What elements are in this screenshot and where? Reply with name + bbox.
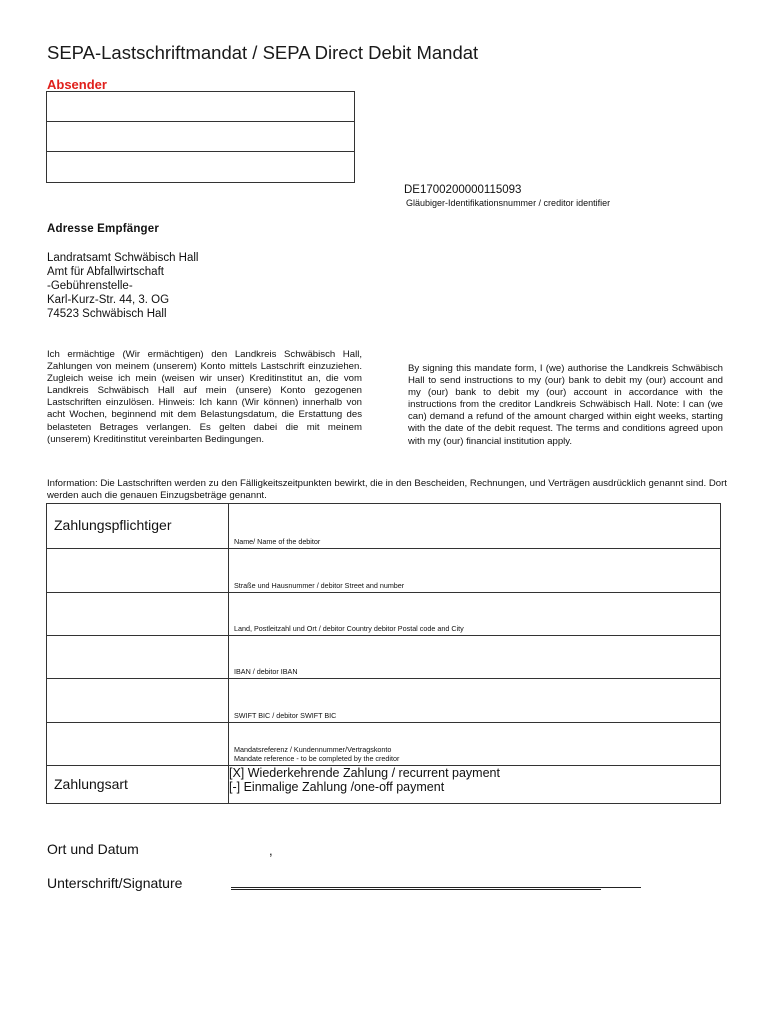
mandate-reference-label: Mandatsreferenz / Kundennummer/Vertragskonto <box>234 745 392 754</box>
debtor-iban-label: IBAN / debitor IBAN <box>234 666 298 676</box>
debtor-blank-cell <box>47 723 229 766</box>
debtor-city-field[interactable] <box>229 593 721 636</box>
mandate-reference-note: Mandate reference - to be completed by the creditor <box>234 753 400 763</box>
recipient-line: Landratsamt Schwäbisch Hall <box>47 252 199 264</box>
sender-line-3[interactable] <box>47 152 354 182</box>
place-date-separator: , <box>269 843 273 858</box>
sender-address-box[interactable] <box>46 91 355 183</box>
payment-type-options <box>229 766 721 804</box>
recipient-line: 74523 Schwäbisch Hall <box>47 308 167 320</box>
recipient-address <box>47 251 199 321</box>
debtor-blank-cell <box>47 549 229 593</box>
signature-line-underscore <box>231 889 601 890</box>
debtor-blank-cell <box>47 593 229 636</box>
payment-option-oneoff[interactable]: [-] Einmalige Zahlung /one-off payment <box>229 780 445 794</box>
signature-line[interactable] <box>231 887 641 888</box>
creditor-id-label: Gläubiger-Identifikationsnummer / creditor identifier <box>406 198 611 208</box>
creditor-id: DE1700200000115093 <box>404 184 522 196</box>
sender-line-1[interactable] <box>47 92 354 122</box>
payment-type-heading: Zahlungsart <box>54 775 128 792</box>
page-title: SEPA-Lastschriftmandat / SEPA Direct Debit Mandat <box>47 42 479 63</box>
debtor-table <box>46 503 721 804</box>
mandate-text-english: By signing this mandate form, I (we) authorise the Landkreis Schwäbisch Hall to send instructions to my (our) bank to debit my (our) account and my (our) bank to debit my (our) account in accordance with the instructions from the creditor Landkreis Schwäbisch Hall. Note: I can (we can) demand a refund of the amount charged within eight weeks, starting with the date of the debit request. The terms and conditions agreed upon with my (our) financial institution apply. <box>408 363 723 447</box>
debtor-heading: Zahlungspflichtiger <box>54 517 172 533</box>
debtor-street-label: Straße und Hausnummer / debitor Street and number <box>234 580 405 590</box>
debtor-blank-cell <box>47 636 229 679</box>
information-text: Information: Die Lastschriften werden zu den Fälligkeitszeitpunkten bewirkt, die in den Bescheiden, Rechnungen, und Verträgen ausdrücklich genannt sind. Dort werden auch die genauen Einzugsbeträge genannt. <box>47 478 727 502</box>
debtor-iban-field[interactable] <box>229 636 721 679</box>
recipient-line: Karl-Kurz-Str. 44, 3. OG <box>47 294 170 306</box>
debtor-swift-label: SWIFT BIC / debitor SWIFT BIC <box>234 710 337 720</box>
recipient-heading: Adresse Empfänger <box>47 223 160 235</box>
debtor-blank-cell <box>47 679 229 723</box>
debtor-heading-cell <box>47 504 229 549</box>
debtor-name-field[interactable] <box>229 504 721 549</box>
sender-label: Absender <box>47 77 107 92</box>
sender-line-2[interactable] <box>47 122 354 152</box>
debtor-city-label: Land, Postleitzahl und Ort / debitor Country debitor Postal code and City <box>234 623 464 633</box>
mandate-text-german: Ich ermächtige (Wir ermächtigen) den Landkreis Schwäbisch Hall, Zahlungen von meinem (unserem) Konto mittels Lastschrift einzuziehen. Zugleich weise ich mein (weisen wir unser) Kreditinstitut an, die vom Landkreis Schwäbisch Hall auf mein (unsere) Konto gezogenen Lastschriften einzulösen. Hinweis: Ich kann (Wir können) innerhalb von acht Wochen, beginnend mit dem Belastungsdatum, die Erstattung des belasteten Betrages verlangen. Es gelten dabei die mit meinem (unserem) Kreditinstitut vereinbarten Bedingungen. <box>47 349 362 445</box>
debtor-name-label: Name/ Name of the debitor <box>234 536 321 546</box>
payment-option-recurrent[interactable]: [X] Wiederkehrende Zahlung / recurrent payment <box>229 766 500 780</box>
debtor-street-field[interactable] <box>229 549 721 593</box>
signature-label: Unterschrift/Signature <box>47 875 183 891</box>
payment-type-heading-cell <box>47 766 229 804</box>
recipient-line: Amt für Abfallwirtschaft <box>47 266 164 278</box>
debtor-swift-field[interactable] <box>229 679 721 723</box>
place-date-label: Ort und Datum <box>47 841 139 857</box>
recipient-line: -Gebührenstelle- <box>47 280 133 292</box>
mandate-reference-field[interactable] <box>229 723 721 766</box>
